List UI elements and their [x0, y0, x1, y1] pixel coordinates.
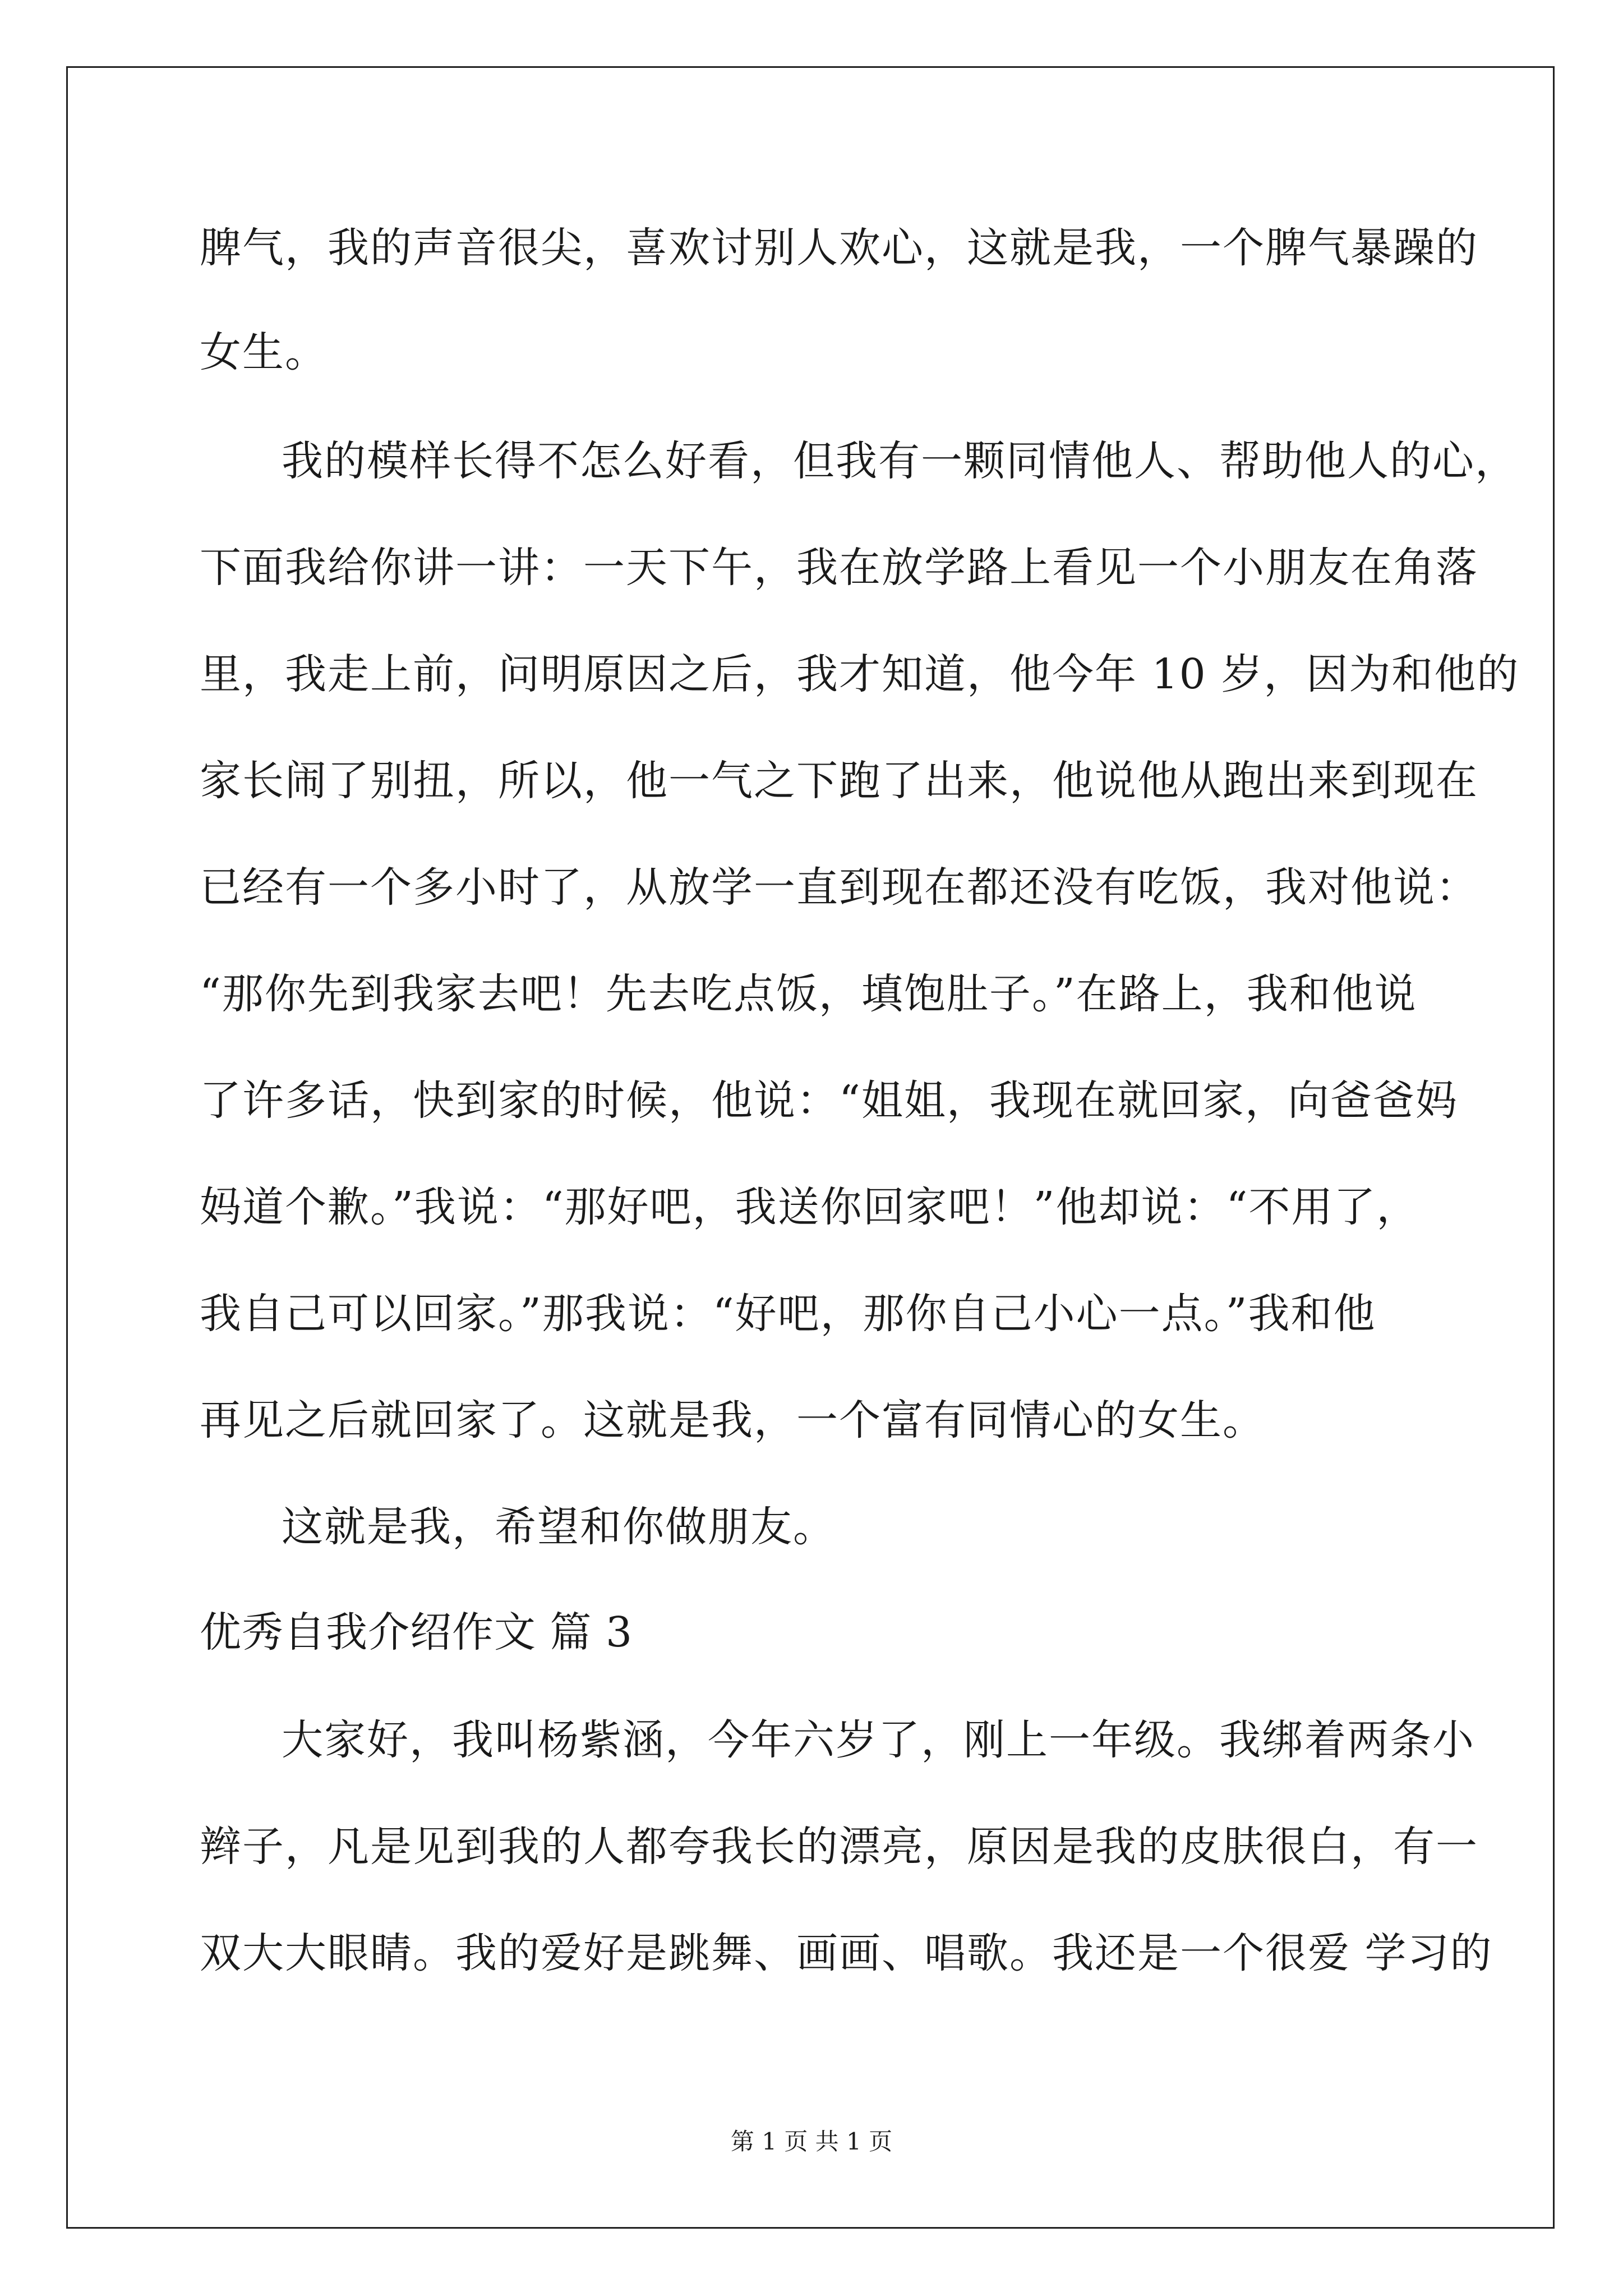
- paragraph-first-line: 这就是我，希望和你做朋友。: [282, 1503, 836, 1551]
- text-line: 辫子，凡是见到我的人都夸我长的漂亮，原因是我的皮肤很白，有一: [200, 1823, 1478, 1871]
- text-line: 脾气，我的声音很尖，喜欢讨别人欢心，这就是我，一个脾气暴躁的: [200, 224, 1478, 272]
- text-line: 下面我给你讲一讲：一天下午，我在放学路上看见一个小朋友在角落: [200, 544, 1478, 592]
- section-heading: 优秀自我介绍作文 篇 3: [200, 1608, 633, 1657]
- text-line: 了许多话，快到家的时候，他说：“姐姐，我现在就回家，向爸爸妈: [200, 1076, 1458, 1125]
- text-line: “那你先到我家去吧！先去吃点饭，填饱肚子。”在路上，我和他说: [200, 970, 1417, 1018]
- text-line: 已经有一个多小时了，从放学一直到现在都还没有吃饭，我对他说：: [200, 863, 1478, 912]
- text-line: 妈道个歉。”我说：“那好吧，我送你回家吧！”他却说：“不用了，: [200, 1183, 1419, 1231]
- page-footer: 第 1 页 共 1 页: [730, 2128, 893, 2155]
- text-line: 双大大眼睛。我的爱好是跳舞、画画、唱歌。我还是一个很爱 学习的: [200, 1929, 1493, 1977]
- paragraph-first-line: 大家好，我叫杨紫涵，今年六岁了，刚上一年级。我绑着两条小: [282, 1716, 1475, 1764]
- text-line: 家长闹了别扭，所以，他一气之下跑了出来，他说他从跑出来到现在: [200, 757, 1478, 805]
- page-border: [66, 66, 1555, 2229]
- text-line: 里，我走上前，问明原因之后，我才知道，他今年 10 岁，因为和他的: [200, 650, 1520, 698]
- text-line: 再见之后就回家了。这就是我，一个富有同情心的女生。: [200, 1396, 1265, 1444]
- text-line: 我自己可以回家。”那我说：“好吧，那你自己小心一点。”我和他: [200, 1290, 1376, 1338]
- paragraph-first-line: 我的模样长得不怎么好看，但我有一颗同情他人、帮助他人的心，: [282, 437, 1518, 485]
- text-line: 女生。: [200, 328, 328, 376]
